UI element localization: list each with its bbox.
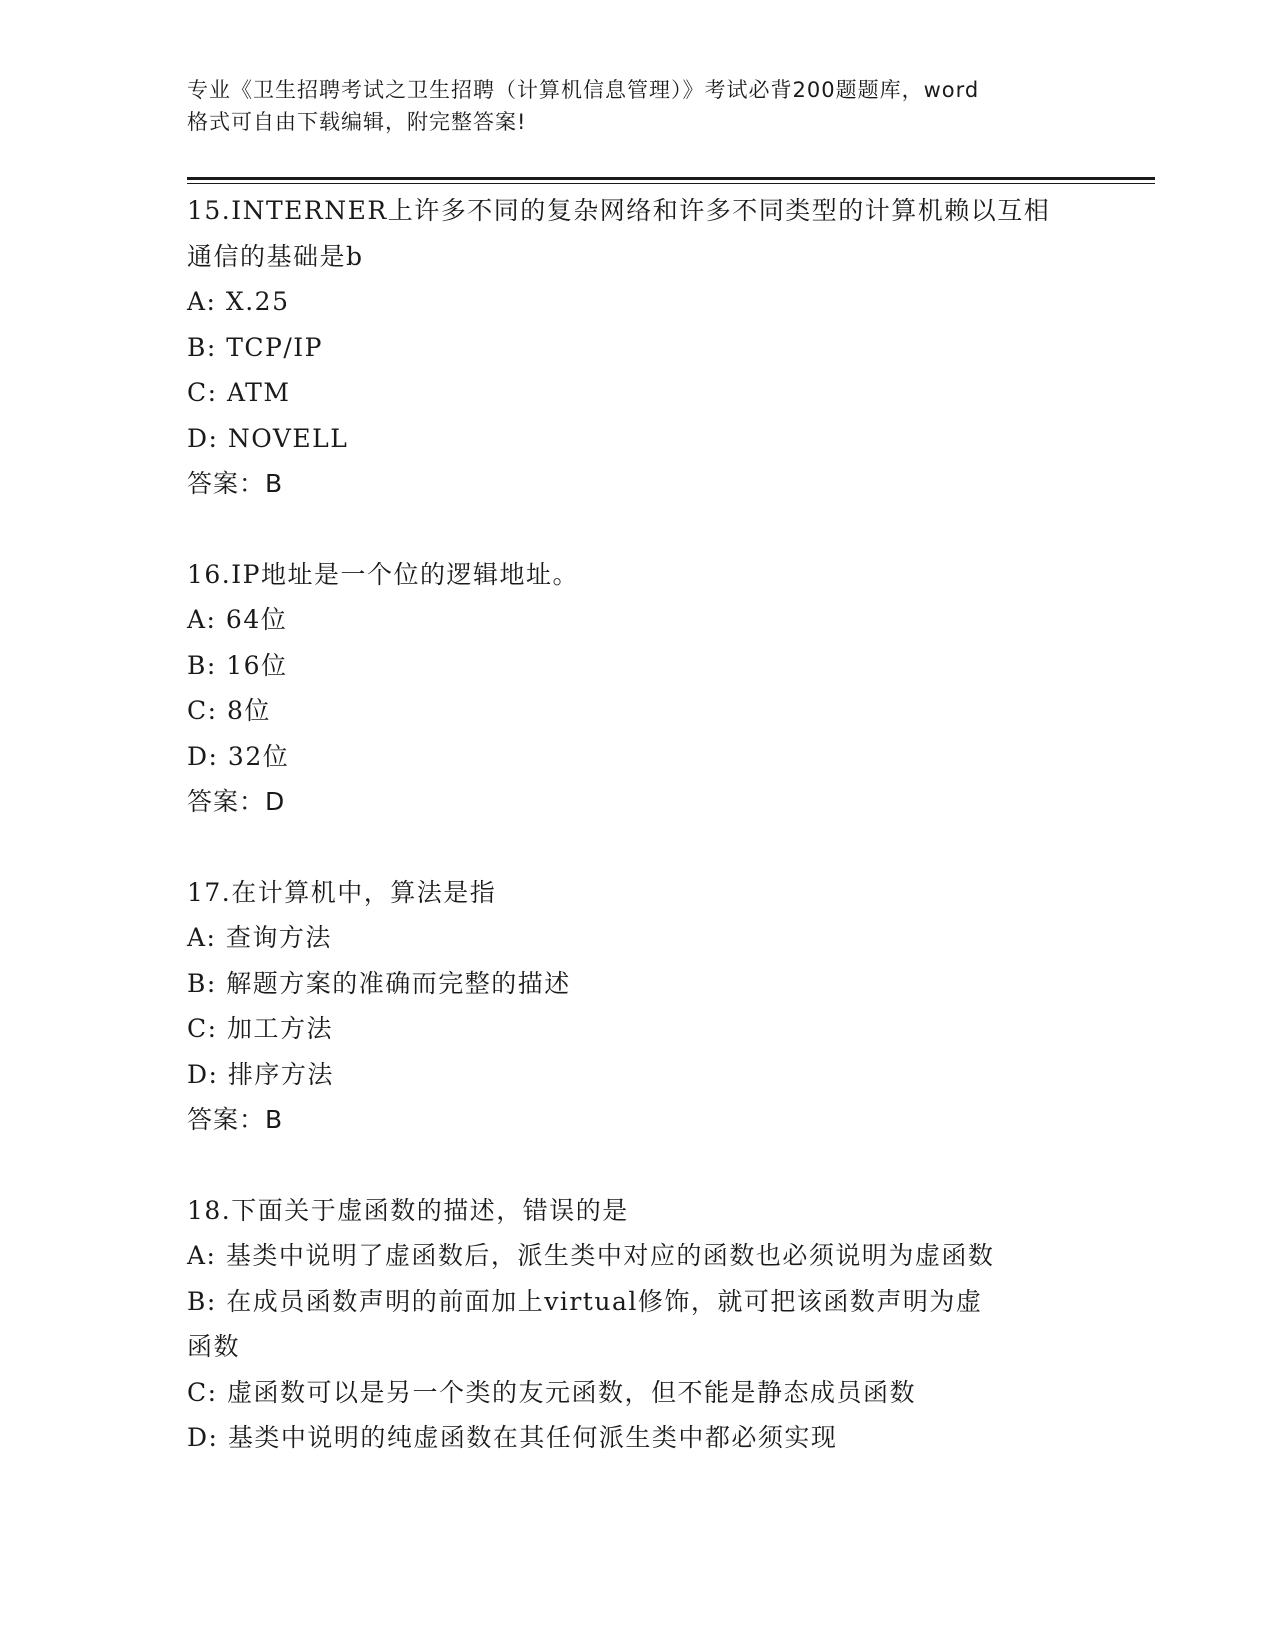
option-d: D: 排序方法 <box>187 1059 334 1089</box>
option-c: C: ATM <box>187 378 291 407</box>
option-d: D: NOVELL <box>187 423 349 453</box>
question-list <box>187 188 1087 1461</box>
header-divider-thick <box>187 177 1155 180</box>
question-stem: 16.IP地址是一个位的逻辑地址。 <box>187 559 579 589</box>
header-line-2: 格式可自由下载编辑，附完整答案! <box>187 110 527 134</box>
option-c: C: 8位 <box>187 696 271 725</box>
option-c: C: 虚函数可以是另一个类的友元函数，但不能是静态成员函数 <box>187 1377 917 1407</box>
question-stem: 18.下面关于虚函数的描述，错误的是 <box>187 1195 629 1225</box>
option-b: B: TCP/IP <box>187 332 323 362</box>
answer-label: 答案：B <box>187 469 284 498</box>
option-b: B: 16位 <box>187 650 288 680</box>
question-stem: 17.在计算机中，算法是指 <box>187 877 497 907</box>
question-16 <box>187 552 1087 825</box>
option-c: C: 加工方法 <box>187 1014 333 1043</box>
option-d: D: 基类中说明的纯虚函数在其任何派生类中都必须实现 <box>187 1423 838 1452</box>
option-a: A: X.25 <box>187 287 290 316</box>
option-b-continued: 函数 <box>187 1332 241 1361</box>
option-a: A: 64位 <box>187 605 288 634</box>
document-header <box>187 74 1087 138</box>
option-b: B: 在成员函数声明的前面加上virtual修饰，就可把该函数声明为虚 <box>187 1286 983 1316</box>
question-stem: 通信的基础是b <box>187 241 364 271</box>
option-d: D: 32位 <box>187 741 290 771</box>
question-stem: 15.INTERNER上许多不同的复杂网络和许多不同类型的计算机赖以互相 <box>187 196 1051 225</box>
answer-label: 答案：D <box>187 787 286 816</box>
question-15 <box>187 188 1087 507</box>
answer-label: 答案：B <box>187 1105 284 1134</box>
question-18 <box>187 1188 1087 1461</box>
option-a: A: 基类中说明了虚函数后，派生类中对应的函数也必须说明为虚函数 <box>187 1241 995 1270</box>
header-line-1: 专业《卫生招聘考试之卫生招聘（计算机信息管理）》考试必背200题题库，word <box>187 78 980 102</box>
header-divider-thin <box>187 183 1155 184</box>
option-a: A: 查询方法 <box>187 923 332 952</box>
question-17 <box>187 870 1087 1143</box>
option-b: B: 解题方案的准确而完整的描述 <box>187 968 571 998</box>
